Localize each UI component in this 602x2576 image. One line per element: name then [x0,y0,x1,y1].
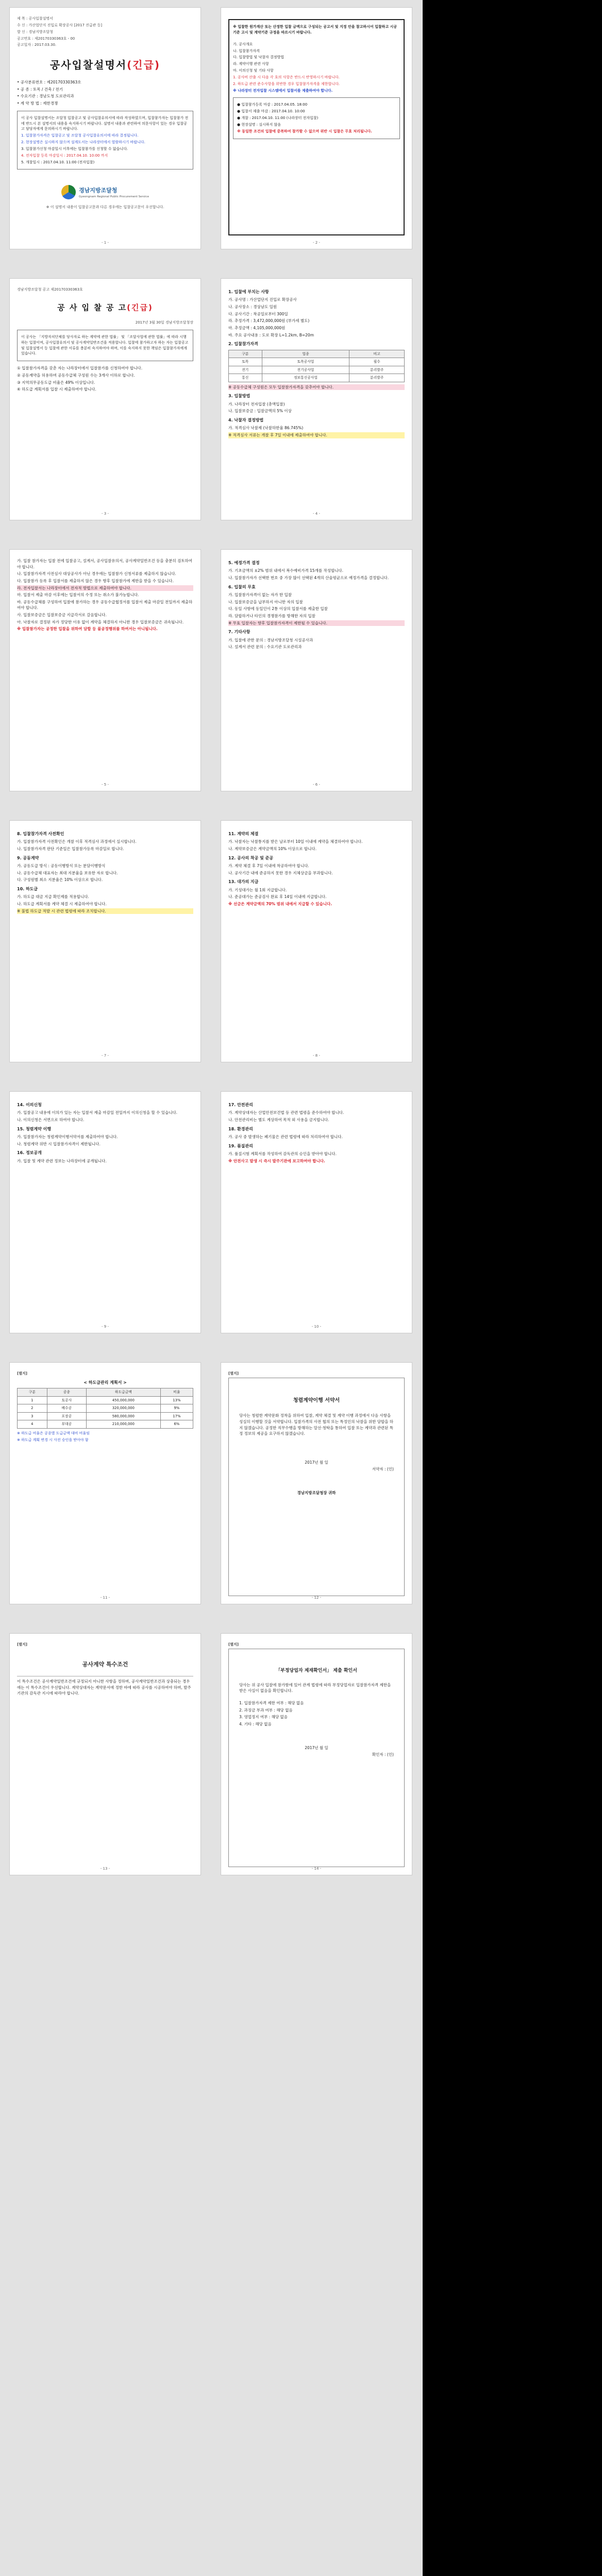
highlight-line: ※ 적격심사 서류는 개찰 후 7일 이내에 제출하여야 합니다. [228,432,405,438]
table-cell: 3 [18,1412,47,1420]
body-line: 나. 공사장소 : 경상남도 일원 [228,304,277,310]
table-cell: 전기 [229,366,262,374]
meta-line: 수 신 : 가산업단지 진입로 확장공사 [2017 진급관 등] [17,23,103,27]
confirmation-form [228,1649,405,1867]
table-cell: 배수공 [47,1404,86,1413]
document-page-13 [9,1633,201,1875]
agency-name: 경남지방조달청 [79,187,118,194]
highlight-line: ※ 불법 하도급 적발 시 관련 법령에 따라 조치합니다. [17,908,193,914]
form-body: 당사는 청렴한 계약문화 정착을 위하여 입찰, 계약 체결 및 계약 이행 과정에서 다음 사항을 성실히 이행할 것을 서약합니다. 입찰가격의 사전 협의 또는 특정인의 낙찰을 위한 담합을 하지 않겠습니다. 공정한 직무수행을 방해하는 알선·청탁을 통하여 입찰 또는 계약과 관련된 특정 정보의 제공을 요구하지 않겠습니다. [239,1413,394,1436]
body-line: ④ 하도급 계획서를 입찰 시 제출하여야 합니다. [17,387,96,392]
section-title: 3. 입찰방법 [228,394,250,399]
document-page-9 [9,1091,201,1333]
body-line: 나. 공사기간 내에 준공하지 못한 경우 지체상금을 부과합니다. [228,870,333,875]
body-line: 가. 입찰참가자격이 없는 자가 한 입찰 [228,592,292,598]
schedule-line: ● 현장설명 : 실시하지 않음 [237,122,281,127]
summary-item: 마. 이의신청 및 기타 사항 [233,69,274,73]
info-line: • 공사분류번호 : 제20170330363호 [17,80,81,85]
qualification-table [228,350,405,382]
table-row [18,1396,193,1404]
body-line: 나. 입찰참가자격 사전심사 대상공사가 아닌 경우에는 입찰참가 신청서류를 제출하지 않습니다. [17,571,176,577]
notice-item: 2. 현장설명은 실시하지 않으며 설계도서는 나라장터에서 열람하시기 바랍니다. [21,140,145,145]
body-line: 라. 전자입찰서는 나라장터에서 전자적 방법으로 제출하여야 합니다. [17,585,193,591]
body-line: 나. 준공대가는 준공검사 완료 후 14일 이내에 지급합니다. [228,894,327,900]
table-cell: 1 [18,1396,47,1404]
page-number: - 13 - [100,1867,110,1871]
form-addressee: 경남지방조달청장 귀하 [297,1490,336,1496]
table-header: 구분 [229,350,262,358]
body-line: 사. 입찰보증금은 입찰보증금 지급각서로 갈음합니다. [17,613,107,617]
body-line: 가. 공사명 : 가산업단지 진입로 확장공사 [228,297,297,302]
table-header: 비율 [160,1388,193,1397]
table-note: ※ 하도급 계획 변경 시 사전 승인을 받아야 함 [17,1437,89,1442]
body-line: 가. 공사 중 발생하는 폐기물은 관련 법령에 따라 처리하여야 합니다. [228,1134,343,1140]
page-number: - 8 - [313,1054,320,1058]
info-line: • 수요기관 : 경남도청 도로관리과 [17,94,74,99]
section-title: 8. 입찰참가자격 사전확인 [17,832,64,836]
subcontract-table [17,1388,193,1429]
agency-logo [17,185,193,199]
body-line: 가. 품질시험 계획서를 작성하여 감독관의 승인을 받아야 합니다. [228,1151,337,1157]
table-header: 하도급금액 [86,1388,160,1397]
form-item: 2. 과징금 부과 여부 : 해당 없음 [239,1707,293,1713]
schedule-line: ● 입찰서 제출 마감 : 2017.04.10. 10:00 [237,109,305,114]
body-line: 가. 낙찰자는 낙찰통지를 받은 날로부터 10일 이내에 계약을 체결하여야 합니다. [228,839,363,844]
title-text: 공사입찰설명서 [49,59,127,72]
page-number: - 14 - [311,1867,322,1871]
preamble-text: 이 공사는 「지방자치단체를 당사자로 하는 계약에 관한 법률」 및 「조달사업에 관한 법률」에 따라 시행하는 입찰이며, 공사입찰유의서 및 공사계약일반조건을 적용합니다. 입찰에 참가하고자 하는 자는 입찰공고 및 입찰설명서 등 입찰에 관한 서류를 충분히 숙지하여야 하며, 이를 숙지하지 못한 책임은 입찰참가자에게 있습니다. [21,334,189,356]
page-number: - 5 - [102,783,109,787]
page-number: - 7 - [102,1054,109,1058]
agency-emblem-icon [61,185,76,199]
footnote: ※ 이 설명서 내용이 입찰공고문과 다른 경우에는 입찰공고문이 우선합니다. [46,205,164,210]
document-page-8 [221,820,412,1062]
issue-line: 2017년 3월 30일 경남지방조달청장 [135,320,193,325]
notice-item: 4. 전자입찰 등록 마감일시 : 2017.04.10. 10:00 까지 [21,153,108,158]
body-line: 나. 청렴계약 위반 시 입찰참가자격이 제한됩니다. [17,1141,101,1146]
body-line: 가. 적격심사 낙찰제 (낙찰하한율 86.745%) [228,426,304,431]
section-title: 14. 이의신청 [17,1103,42,1107]
info-block [17,79,193,107]
page-number: - 1 - [102,241,109,245]
form-title: 「부정당업자 제재확인서」 제출 확인서 [276,1668,357,1673]
body-line: 가. 입찰에 관한 문의 : 경남지방조달청 시설공사과 [228,637,313,642]
document-page-12 [221,1362,412,1604]
schedule-line: ● 입찰참가등록 마감 : 2017.04.05. 18:00 [237,103,308,107]
body-line: 나. 이의신청은 서면으로 하여야 합니다. [17,1117,85,1123]
body-line: 가. 입찰공고 내용에 이의가 있는 자는 입찰서 제출 마감일 전일까지 이의신청을 할 수 있습니다. [17,1110,178,1115]
table-cell: 부대공 [47,1420,86,1429]
body-line: 마. 추정금액 : 4,105,000,000원 [228,325,286,330]
page-title [17,57,193,73]
body-line: 가. 공동도급 방식 : 공동이행방식 또는 분담이행방식 [17,863,106,869]
attachment-label: [별지] [228,1371,239,1376]
summary-item: 다. 입찰방법 및 낙찰자 결정방법 [233,55,285,60]
document-page-14 [221,1633,412,1875]
table-header: 구분 [18,1388,47,1397]
table-cell: 토공사 [47,1396,86,1404]
table-cell: 토목공사업 [262,358,349,366]
table-cell: 전기공사업 [262,366,349,374]
table-cell: 4 [18,1420,47,1429]
table-row [18,1412,193,1420]
form-item: 4. 기타 : 해당 없음 [239,1721,272,1726]
document-page-11 [9,1362,201,1604]
agency-name-en: Gyeongnam Regional Public Procurement Service [79,195,149,198]
meta-line: 발 신 : 경남지방조달청 [17,29,53,34]
schedule-line: ● 개찰 : 2017.04.10. 11:00 (나라장터 전자입찰) [237,116,319,121]
page-number: - 11 - [100,1596,110,1600]
meta-block [17,16,193,48]
section-title: 5. 예정가격 결정 [228,561,260,565]
section-title: 17. 안전관리 [228,1103,253,1107]
table-header: 공종 [47,1388,86,1397]
form-title: 공사계약 특수조건 [82,1660,128,1668]
notice-number: 경남지방조달청 공고 제20170330363호 [17,287,83,292]
body-line: 가. 입찰 및 계약 관련 정보는 나라장터에 공개됩니다. [17,1158,107,1163]
page-number: - 12 - [311,1596,322,1600]
highlight-line: ※ 공동수급체 구성원은 모두 입찰참가자격을 갖추어야 합니다. [228,384,405,391]
table-cell: 210,000,000 [86,1420,160,1429]
body-line: 다. 구성원별 최소 지분율은 10% 이상으로 합니다. [17,877,103,883]
body-line: 다. 입찰참가 등록 후 입찰서를 제출하지 않은 경우 향후 입찰참가에 제한을 받을 수 있습니다. [17,578,174,583]
table-cell: 2 [18,1404,47,1413]
body-line: 마. 입찰서 제출 마감 이후에는 입찰서의 수정 또는 취소가 불가능합니다. [17,592,139,598]
body-line: 가. 계약상대자는 산업안전보건법 등 관련 법령을 준수하여야 합니다. [228,1110,344,1115]
body-line: 가. 기성대가는 월 1회 지급합니다. [228,887,287,892]
form-sign: 서약자 : (인) [372,1467,394,1472]
schedule-warning: ※ 동일한 조건의 입찰에 중복하여 참가할 수 없으며 위반 시 입찰은 무효 처리됩니다. [237,129,372,133]
notice-item: 3. 입찰참가신청 마감일시 이후에는 입찰참가를 신청할 수 없습니다. [21,146,128,151]
page-number: - 6 - [313,783,320,787]
table-cell: 13% [160,1396,193,1404]
table-cell: 6% [160,1420,193,1429]
summary-red: 1. 공사비 산출 시 다음 각 호의 사항은 반드시 반영하시기 바랍니다. [233,75,340,79]
body-line: 라. 추정가격 : 3,472,000,000원 (부가세 별도) [228,318,310,324]
notice-box [17,111,193,170]
form-sign: 확인자 : (인) [372,1752,394,1757]
table-cell: 분리발주 [349,374,405,382]
table-header: 업종 [262,350,349,358]
form-date: 2017년 월 일 [305,1745,328,1750]
table-cell: 필수 [349,358,405,366]
body-line: ① 입찰참가자격을 갖춘 자는 나라장터에서 입찰참가를 신청하여야 합니다. [17,366,143,371]
form-item: 3. 영업정지 여부 : 해당 없음 [239,1715,288,1720]
body-line: 나. 입찰참가자가 선택한 번호 중 가장 많이 선택된 4개의 산술평균으로 예정가격을 결정합니다. [228,575,389,581]
warning-line: ※ 입찰참가자는 공정한 입찰을 위하여 담합 등 불공정행위를 하여서는 아니됩니다. [17,626,158,632]
attachment-label: [별지] [17,1371,27,1376]
attachment-label: [별지] [228,1642,239,1647]
notice-item: 5. 개찰일시 : 2017.04.10. 11:00 (전자입찰) [21,160,95,164]
summary-item: 라. 계약이행 관련 사항 [233,62,269,66]
body-line: 바. 공동수급체를 구성하여 입찰에 참가하는 경우 공동수급협정서를 입찰서 제출 마감일 전일까지 제출하여야 합니다. [17,599,193,611]
section-title: 13. 대가의 지급 [228,879,259,885]
section-title: 4. 낙찰자 결정방법 [228,417,264,422]
highlight-line: ※ 무효 입찰자는 향후 입찰참가자격이 제한될 수 있습니다. [228,620,405,626]
notice-text: 이 공사 입찰설명서는 조달청 입찰공고 및 공사입찰유의서에 따라 작성하였으며, 입찰참가자는 입찰참가 전에 반드시 본 설명서의 내용을 숙지하시기 바랍니다. 설명서 내용과 관련하여 의문사항이 있는 경우 입찰공고 담당자에게 문의하시기 바랍니다. [21,115,189,131]
section-title: 12. 공사의 착공 및 준공 [228,855,274,860]
summary-head: ※ 입찰한 원가계산 또는 산정한 입찰 금액으로 구성되는 공고서 및 지정 안을 참고하시어 입찰하고 시공기준 고시 및 계약기준 규정을 따르시기 바랍니다. [233,25,397,35]
form-title: 청렴계약이행 서약서 [293,1397,340,1403]
body-line: 다. 동일 사항에 동일인이 2통 이상의 입찰서를 제출한 입찰 [228,606,328,612]
page-number: - 3 - [102,512,109,516]
section-title: 15. 청렴계약 이행 [17,1126,52,1131]
title-tag: (긴급) [127,302,153,312]
body-line: 나. 입찰참가자격 판단 기준일은 입찰참가등록 마감일로 합니다. [17,846,124,852]
page-number: - 4 - [313,512,320,516]
page-title [17,302,193,314]
body-line: 가. 하도급 대금 지급 확인제를 적용합니다. [17,894,89,900]
schedule-box [233,97,400,139]
section-title: 1. 입찰에 부치는 사항 [228,290,269,294]
section-title: 2. 입찰참가자격 [228,342,258,347]
page-number: - 9 - [102,1325,109,1329]
table-cell: 분리발주 [349,366,405,374]
table-row [18,1420,193,1429]
body-line: 나. 계약보증금은 계약금액의 10% 이상으로 합니다. [228,846,317,852]
attachment-label: [별지] [17,1642,27,1647]
meta-line: 공고일자 : 2017.03.30. [17,43,57,47]
table-cell: 토목 [229,358,262,366]
table-row [18,1404,193,1413]
document-page-7 [9,820,201,1062]
document-page-2 [221,7,412,249]
summary-item: 가. 공사개요 [233,42,253,46]
summary-frame [228,19,405,235]
section-title: 6. 입찰의 무효 [228,584,256,589]
form-title: < 하도급관리 계획서 > [83,1380,127,1385]
table-cell: 580,000,000 [86,1412,160,1420]
meta-line: 제 목 : 공사입찰설명서 [17,16,53,21]
section-title: 10. 하도급 [17,886,38,891]
section-title: 9. 공동계약 [17,855,39,860]
section-title: 7. 기타사항 [228,630,250,635]
notice-item: 1. 입찰참가자격은 입찰공고 및 조달청 공사입찰유의서에 따라 결정됩니다. [21,133,139,138]
body-line: 가. 입찰참가자격 사전확인은 개찰 이후 적격심사 과정에서 실시합니다. [17,839,137,844]
table-header: 비고 [349,350,405,358]
document-page-1 [9,7,201,249]
warning-line: ※ 선금은 계약금액의 70% 범위 내에서 지급할 수 있습니다. [228,901,332,906]
body-line: 아. 낙찰자로 결정된 자가 정당한 이유 없이 계약을 체결하지 아니한 경우 입찰보증금은 귀속됩니다. [17,619,184,624]
body-line: 다. 공사기간 : 착공일로부터 300일 [228,311,288,316]
body-line: 바. 주요 공사내용 : 도로 확장 L=1.2km, B=20m [228,332,314,337]
body-line: 나. 입찰보증금 : 입찰금액의 5% 이상 [228,409,292,414]
body-line: 나. 공동수급체 대표자는 최대 지분율을 보유한 자로 합니다. [17,870,118,875]
body-line: ② 공동계약을 허용하며 공동수급체 구성원 수는 3개사 이하로 합니다. [17,372,135,378]
page-number: - 2 - [313,241,320,245]
meta-line: 공고번호 : 제20170330363호 - 00 [17,36,75,41]
table-row [229,374,405,382]
body-line: 나. 입찰보증금을 납부하지 아니한 자의 입찰 [228,599,303,604]
body-line: ③ 지역의무공동도급 비율은 49% 이상입니다. [17,380,95,385]
table-cell: 정보통신공사업 [262,374,349,382]
table-row [229,366,405,374]
form-body: 이 특수조건은 공사계약일반조건에 규정되지 아니한 사항을 정하며, 공사계약일반조건과 상충되는 경우에는 이 특수조건이 우선합니다. 계약상대자는 계약문서에 정한 바에 따라 공사를 시공하여야 하며, 발주기관의 감독관 지시에 따라야 합니다. [17,1679,191,1696]
table-cell: 9% [160,1404,193,1413]
table-note: ※ 하도급 비율은 공종별 도급금액 대비 비율임 [17,1431,90,1435]
section-title: 19. 품질관리 [228,1143,253,1148]
table-cell: 17% [160,1412,193,1420]
body-line: 라. 담합하거나 타인의 경쟁참가를 방해한 자의 입찰 [228,613,315,618]
document-page-10 [221,1091,412,1333]
document-page-6 [221,549,412,791]
title-tag: (긴급) [127,59,161,72]
form-item: 1. 입찰참가자격 제한 여부 : 해당 없음 [239,1701,304,1706]
body-line: 나. 안전관리비는 별도 계상하여 목적 외 사용을 금지합니다. [228,1117,329,1123]
table-cell: 포장공 [47,1412,86,1420]
summary-blue: ※ 나라장터 전자입찰 시스템에서 입찰서를 제출하여야 합니다. [233,88,333,93]
title-text: 공 사 입 찰 공 고 [57,302,127,312]
body-line: 가. 계약 체결 후 7일 이내에 착공하여야 합니다. [228,863,309,869]
page-number: - 10 - [311,1325,322,1329]
document-page-4 [221,278,412,520]
form-body: 당사는 위 공사 입찰에 참가함에 있어 관계 법령에 따라 부정당업자로 입찰참가자격 제한을 받은 사실이 없음을 확인합니다. [239,1682,391,1693]
pledge-form [228,1378,405,1596]
table-row [229,358,405,366]
section-title: 18. 환경관리 [228,1126,253,1131]
table-cell: 통신 [229,374,262,382]
body-line: 가. 나라장터 전자입찰 (총액입찰) [228,401,285,406]
empty-dark-panel [423,0,602,2576]
body-line: 가. 입찰참가자는 청렴계약이행서약서를 제출하여야 합니다. [17,1134,118,1140]
document-page-3 [9,278,201,520]
info-line: • 계 약 방 법 : 제한경쟁 [17,101,58,106]
summary-item: 나. 입찰참가자격 [233,48,260,53]
preamble-box [17,330,193,361]
body-line: 가. 기초금액의 ±2% 범위 내에서 복수예비가격 15개를 작성합니다. [228,568,344,573]
section-title: 16. 정보공개 [17,1150,42,1156]
table-cell: 450,000,000 [86,1396,160,1404]
body-line: 나. 하도급 계획서를 계약 체결 시 제출하여야 합니다. [17,901,107,906]
summary-red: 2. 하도급 관련 준수사항을 위반한 경우 입찰참가자격을 제한합니다. [233,81,340,86]
warning-line: ※ 안전사고 발생 시 즉시 발주기관에 보고하여야 합니다. [228,1158,325,1163]
info-line: • 공 종 : 토목 / 건축 / 전기 [17,87,63,92]
document-page-5 [9,549,201,791]
body-line: 가. 입찰 참가자는 입찰 전에 입찰공고, 설계서, 공사입찰유의서, 공사계약일반조건 등을 충분히 검토하여야 합니다. [17,558,193,569]
form-date: 2017년 월 일 [305,1460,328,1465]
section-title: 11. 계약의 체결 [228,832,259,836]
table-cell: 320,000,000 [86,1404,160,1413]
body-line: 나. 설계서 관련 문의 : 수요기관 도로관리과 [228,645,302,650]
